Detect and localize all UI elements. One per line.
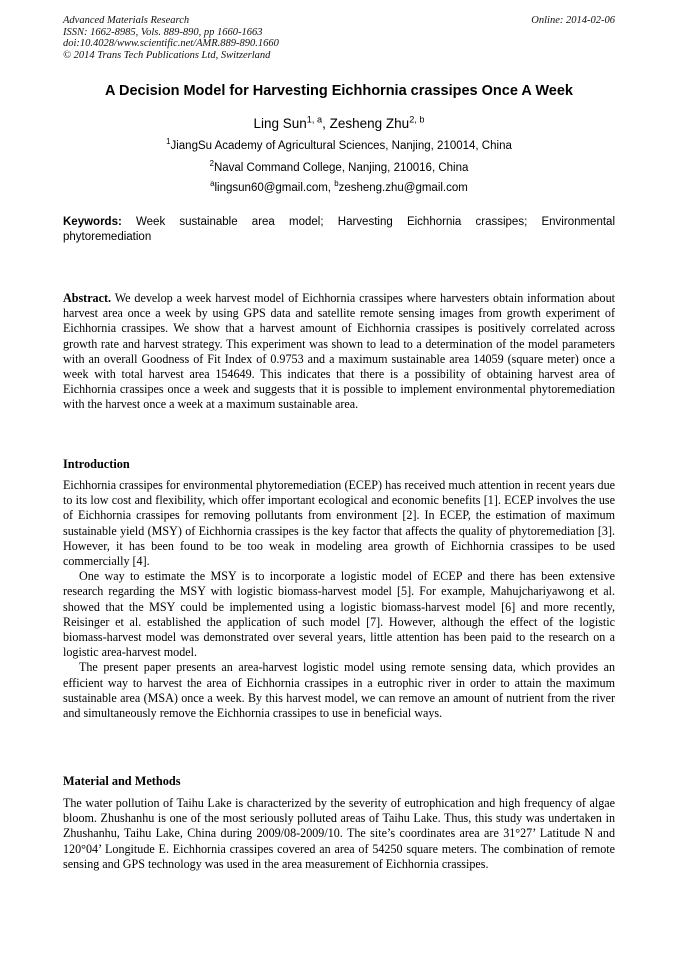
author-name: Zesheng Zhu <box>329 116 410 131</box>
journal-copyright: © 2014 Trans Tech Publications Ltd, Switzerland <box>63 49 271 61</box>
paragraph: The present paper presents an area-harvest logistic model using remote sensing data, which provides an efficient way to harvest the area of Eichhornia crassipes in a eutrophic river in order to attain the maximum sustainable area (MSA) once a week. By this harvest model, we can remove an amount of nutrient from the river and simultaneously remove the Eichhornia crassipes to use in beneficial ways. <box>63 660 615 721</box>
affiliation-text: Naval Command College, Nanjing, 210016, China <box>213 162 469 174</box>
introduction-section <box>63 478 615 721</box>
paragraph: One way to estimate the MSY is to incorporate a logistic model of ECEP and there has been extensive research regarding the MSY with logistic biomass-harvest model [5]. For example, Mahujchariyawong et al. showed that the MSY could be implemented using a logistic biomass-harvest model [6] and more recently, Reisinger et al. established the application of such model [7]. However, although the effect of the logistic biomass-harvest model was demonstrated over several years, little attention has been paid to the research on a logistic area-harvest model. <box>63 569 615 660</box>
keywords-text: Week sustainable area model; Harvesting Eichhornia crassipes; Environmental phytoremediation <box>63 216 615 243</box>
author-line <box>63 115 615 133</box>
paragraph: The water pollution of Taihu Lake is characterized by the severity of eutrophication and high frequency of algae bloom. Zhushanhu is one of the most seriously polluted areas of Taihu Lake. Thus, this study was undertaken in Zhushanhu, Taihu Lake, China during 2009/08-2009/10. The site’s coordinates area are 31°27’ Latitude N and 120°04’ Longitude E. Eichhornia crassipes covered an area of 54250 square meters. The combination of remote sensing and GPS technology was used in the area measurement of Eichhornia crassipes. <box>63 796 615 871</box>
author-emails <box>63 181 615 195</box>
abstract-label: Abstract. <box>63 291 112 305</box>
affiliation-text: JiangSu Academy of Agricultural Sciences, Nanjing, 210014, China <box>170 140 512 152</box>
journal-issn: ISSN: 1662-8985, Vols. 889-890, pp 1660-1663 <box>63 26 263 38</box>
section-heading-methods: Material and Methods <box>63 774 181 788</box>
paragraph: Eichhornia crassipes for environmental phytoremediation (ECEP) has received much attention in recent years due to its low cost and flexibility, which offer important ecological and economic benefits [1]. ECEP involves the use of Eichhornia crassipes for removing pollutants from environment [2]. In ECEP, the estimation of maximum sustainable yield (MSY) of Eichhornia crassipes is the key factor that affects the quality of phytoremediation [3]. However, it has been found to be too weak in modeling area growth of Eichhornia crassipes to be used commercially [4]. <box>63 478 615 569</box>
abstract-text: We develop a week harvest model of Eichhornia crassipes where harvesters obtain information about harvest area once a week by using GPS data and satellite remote sensing images from growth experiment of Eichhornia crassipes. We show that a harvest amount of Eichhornia crassipes is positively correlated across growth rate and harvest strategy. This experiment was shown to lead to a determination of the model parameters with an overall Goodness of Fit Index of 0.9753 and a maximum sustainable area 14059 (square meter) once a week with total harvest area 154649. This indicates that there is a possibility of obtaining harvest area of Eichhornia crassipes once a week and suggests that it is possible to implement environmental phytoremediation with the harvest once a week at a maximum sustainable area. <box>63 291 615 412</box>
abstract <box>63 291 615 413</box>
email-superscript: a <box>210 179 215 189</box>
email-address[interactable]: zesheng.zhu@gmail.com <box>338 182 468 194</box>
author-superscript: 1, a <box>306 114 323 125</box>
paper-title: A Decision Model for Harvesting Eichhornia crassipes Once A Week <box>105 83 573 99</box>
online-date: Online: 2014-02-06 <box>531 15 615 26</box>
author-superscript: 2, b <box>409 114 425 125</box>
email-superscript: b <box>334 179 339 189</box>
email-address[interactable]: lingsun60@gmail.com, <box>214 182 335 194</box>
keywords-label: Keywords: <box>63 216 122 228</box>
author-name: Ling Sun <box>253 116 307 131</box>
journal-doi: doi:10.4028/www.scientific.net/AMR.889-890.1660 <box>63 38 279 49</box>
affiliation-superscript: 2 <box>209 159 214 169</box>
section-heading-introduction: Introduction <box>63 457 130 471</box>
affiliation-superscript: 1 <box>166 137 171 147</box>
affiliation-2 <box>63 161 615 175</box>
author-separator: , <box>322 116 330 131</box>
journal-header <box>63 15 279 61</box>
affiliation-1 <box>63 139 615 153</box>
keywords <box>63 215 615 245</box>
methods-section <box>63 796 615 872</box>
journal-name: Advanced Materials Research <box>63 15 190 26</box>
